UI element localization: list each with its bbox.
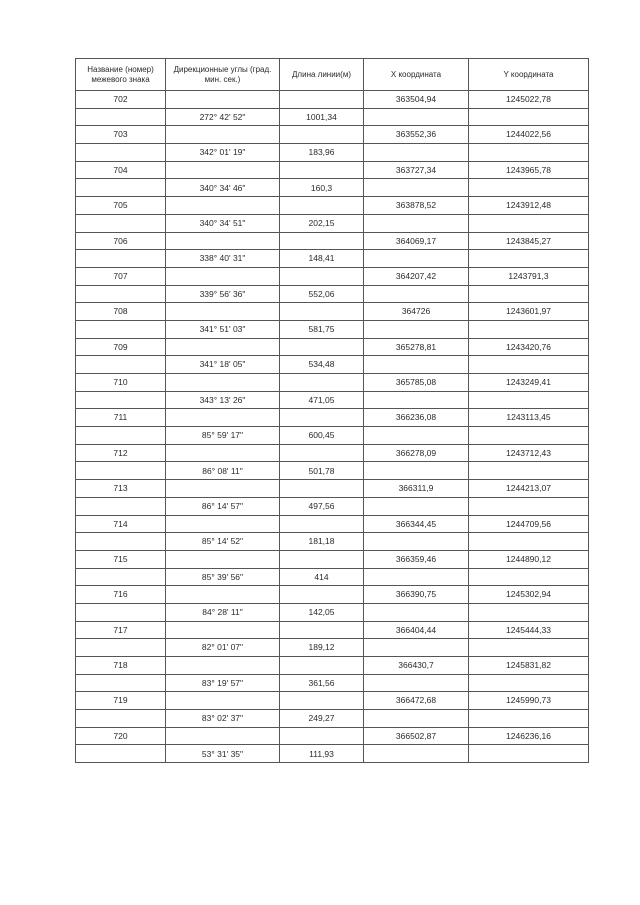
- segment-row: [76, 710, 589, 728]
- segment-length: 160,3: [280, 179, 364, 197]
- empty-cell: [76, 710, 166, 728]
- segment-length: 581,75: [280, 320, 364, 338]
- empty-cell: [469, 108, 589, 126]
- point-row: [76, 480, 589, 498]
- point-y: 1243912,48: [469, 197, 589, 215]
- segment-row: [76, 179, 589, 197]
- empty-cell: [469, 427, 589, 445]
- point-y: 1244213,07: [469, 480, 589, 498]
- boundary-coordinates-table: [75, 58, 589, 763]
- point-name: 704: [76, 161, 166, 179]
- point-y: 1245022,78: [469, 91, 589, 109]
- empty-cell: [280, 197, 364, 215]
- empty-cell: [364, 214, 469, 232]
- point-name: 715: [76, 550, 166, 568]
- empty-cell: [280, 267, 364, 285]
- empty-cell: [364, 285, 469, 303]
- segment-angle: 338° 40' 31": [166, 250, 280, 268]
- segment-row: [76, 285, 589, 303]
- segment-angle: 341° 51' 03": [166, 320, 280, 338]
- empty-cell: [76, 179, 166, 197]
- empty-cell: [469, 144, 589, 162]
- point-y: 1245302,94: [469, 586, 589, 604]
- empty-cell: [364, 745, 469, 763]
- point-x: 366311,9: [364, 480, 469, 498]
- point-name: 708: [76, 303, 166, 321]
- empty-cell: [364, 710, 469, 728]
- point-x: 364726: [364, 303, 469, 321]
- point-row: [76, 515, 589, 533]
- empty-cell: [469, 568, 589, 586]
- point-x: 366472,68: [364, 692, 469, 710]
- empty-cell: [76, 745, 166, 763]
- segment-row: [76, 568, 589, 586]
- point-x: 366359,46: [364, 550, 469, 568]
- empty-cell: [364, 427, 469, 445]
- empty-cell: [469, 533, 589, 551]
- point-name: 713: [76, 480, 166, 498]
- empty-cell: [364, 320, 469, 338]
- segment-angle: 83° 02' 37": [166, 710, 280, 728]
- segment-angle: 83° 19' 57": [166, 674, 280, 692]
- point-x: 364069,17: [364, 232, 469, 250]
- segment-row: [76, 639, 589, 657]
- point-y: 1243965,78: [469, 161, 589, 179]
- segment-row: [76, 462, 589, 480]
- empty-cell: [166, 621, 280, 639]
- segment-length: 600,45: [280, 427, 364, 445]
- empty-cell: [166, 409, 280, 427]
- empty-cell: [166, 480, 280, 498]
- empty-cell: [76, 568, 166, 586]
- table-body: [76, 91, 589, 763]
- empty-cell: [280, 586, 364, 604]
- segment-row: [76, 674, 589, 692]
- point-row: [76, 550, 589, 568]
- point-x: 366344,45: [364, 515, 469, 533]
- empty-cell: [76, 391, 166, 409]
- empty-cell: [469, 745, 589, 763]
- empty-cell: [469, 250, 589, 268]
- point-name: 719: [76, 692, 166, 710]
- point-row: [76, 232, 589, 250]
- segment-angle: 85° 59' 17": [166, 427, 280, 445]
- point-x: 363504,94: [364, 91, 469, 109]
- point-name: 706: [76, 232, 166, 250]
- empty-cell: [280, 515, 364, 533]
- segment-length: 414: [280, 568, 364, 586]
- point-y: 1243791,3: [469, 267, 589, 285]
- point-row: [76, 338, 589, 356]
- point-row: [76, 197, 589, 215]
- point-row: [76, 692, 589, 710]
- empty-cell: [280, 161, 364, 179]
- empty-cell: [166, 586, 280, 604]
- point-row: [76, 586, 589, 604]
- point-x: 366236,08: [364, 409, 469, 427]
- empty-cell: [469, 710, 589, 728]
- segment-row: [76, 320, 589, 338]
- header-x-coordinate: X координата: [364, 59, 469, 91]
- segment-length: 183,96: [280, 144, 364, 162]
- empty-cell: [280, 409, 364, 427]
- point-name: 714: [76, 515, 166, 533]
- segment-angle: 82° 01' 07": [166, 639, 280, 657]
- point-y: 1243113,45: [469, 409, 589, 427]
- point-row: [76, 621, 589, 639]
- point-x: 363878,52: [364, 197, 469, 215]
- empty-cell: [76, 320, 166, 338]
- empty-cell: [469, 497, 589, 515]
- header-line-length: Длина линии(м): [280, 59, 364, 91]
- point-y: 1244890,12: [469, 550, 589, 568]
- segment-angle: 86° 14' 57": [166, 497, 280, 515]
- empty-cell: [469, 639, 589, 657]
- empty-cell: [364, 144, 469, 162]
- point-x: 366278,09: [364, 444, 469, 462]
- empty-cell: [364, 391, 469, 409]
- empty-cell: [166, 91, 280, 109]
- empty-cell: [166, 126, 280, 144]
- empty-cell: [76, 356, 166, 374]
- empty-cell: [280, 550, 364, 568]
- empty-cell: [76, 144, 166, 162]
- segment-angle: 341° 18' 05": [166, 356, 280, 374]
- point-row: [76, 91, 589, 109]
- segment-angle: 84° 28' 11": [166, 603, 280, 621]
- segment-length: 1001,34: [280, 108, 364, 126]
- empty-cell: [76, 639, 166, 657]
- empty-cell: [166, 232, 280, 250]
- point-name: 720: [76, 727, 166, 745]
- segment-row: [76, 356, 589, 374]
- point-y: 1245444,33: [469, 621, 589, 639]
- point-y: 1245990,73: [469, 692, 589, 710]
- empty-cell: [469, 603, 589, 621]
- segment-row: [76, 214, 589, 232]
- point-y: 1243712,43: [469, 444, 589, 462]
- segment-length: 501,78: [280, 462, 364, 480]
- empty-cell: [76, 462, 166, 480]
- segment-row: [76, 391, 589, 409]
- empty-cell: [166, 197, 280, 215]
- empty-cell: [166, 161, 280, 179]
- segment-row: [76, 427, 589, 445]
- empty-cell: [469, 391, 589, 409]
- segment-row: [76, 144, 589, 162]
- point-name: 710: [76, 374, 166, 392]
- empty-cell: [280, 126, 364, 144]
- empty-cell: [166, 515, 280, 533]
- point-y: 1245831,82: [469, 657, 589, 675]
- empty-cell: [364, 497, 469, 515]
- point-x: 366404,44: [364, 621, 469, 639]
- empty-cell: [280, 232, 364, 250]
- header-mark-name: Название (номер) межевого знака: [76, 59, 166, 91]
- empty-cell: [76, 285, 166, 303]
- point-row: [76, 267, 589, 285]
- point-x: 366502,87: [364, 727, 469, 745]
- empty-cell: [280, 692, 364, 710]
- point-x: 366430,7: [364, 657, 469, 675]
- segment-row: [76, 108, 589, 126]
- empty-cell: [364, 462, 469, 480]
- segment-angle: 85° 39' 56": [166, 568, 280, 586]
- empty-cell: [166, 267, 280, 285]
- segment-angle: 86° 08' 11": [166, 462, 280, 480]
- segment-row: [76, 533, 589, 551]
- empty-cell: [280, 91, 364, 109]
- header-y-coordinate: Y координата: [469, 59, 589, 91]
- empty-cell: [280, 374, 364, 392]
- point-row: [76, 126, 589, 144]
- segment-angle: 85° 14' 52": [166, 533, 280, 551]
- point-name: 717: [76, 621, 166, 639]
- empty-cell: [280, 480, 364, 498]
- table-header-row: [76, 59, 589, 91]
- segment-row: [76, 603, 589, 621]
- point-row: [76, 727, 589, 745]
- empty-cell: [76, 674, 166, 692]
- empty-cell: [76, 533, 166, 551]
- segment-row: [76, 745, 589, 763]
- segment-angle: 340° 34' 51": [166, 214, 280, 232]
- point-y: 1246236,16: [469, 727, 589, 745]
- empty-cell: [364, 674, 469, 692]
- point-x: 365785,08: [364, 374, 469, 392]
- empty-cell: [280, 338, 364, 356]
- empty-cell: [76, 250, 166, 268]
- segment-length: 189,12: [280, 639, 364, 657]
- empty-cell: [364, 356, 469, 374]
- empty-cell: [469, 179, 589, 197]
- empty-cell: [166, 374, 280, 392]
- empty-cell: [280, 444, 364, 462]
- point-y: 1243249,41: [469, 374, 589, 392]
- point-row: [76, 303, 589, 321]
- empty-cell: [166, 444, 280, 462]
- point-name: 711: [76, 409, 166, 427]
- empty-cell: [469, 462, 589, 480]
- empty-cell: [469, 356, 589, 374]
- point-name: 716: [76, 586, 166, 604]
- segment-row: [76, 497, 589, 515]
- segment-length: 361,56: [280, 674, 364, 692]
- empty-cell: [280, 727, 364, 745]
- point-y: 1243420,76: [469, 338, 589, 356]
- empty-cell: [166, 550, 280, 568]
- empty-cell: [76, 108, 166, 126]
- point-row: [76, 444, 589, 462]
- empty-cell: [280, 621, 364, 639]
- empty-cell: [469, 285, 589, 303]
- segment-length: 471,05: [280, 391, 364, 409]
- point-name: 703: [76, 126, 166, 144]
- empty-cell: [364, 603, 469, 621]
- segment-length: 181,18: [280, 533, 364, 551]
- point-row: [76, 657, 589, 675]
- empty-cell: [280, 657, 364, 675]
- empty-cell: [469, 214, 589, 232]
- point-row: [76, 409, 589, 427]
- point-name: 705: [76, 197, 166, 215]
- empty-cell: [166, 303, 280, 321]
- segment-angle: 53° 31' 35": [166, 745, 280, 763]
- segment-length: 148,41: [280, 250, 364, 268]
- point-y: 1244022,56: [469, 126, 589, 144]
- segment-angle: 340° 34' 46": [166, 179, 280, 197]
- segment-length: 111,93: [280, 745, 364, 763]
- empty-cell: [364, 639, 469, 657]
- segment-angle: 343° 13' 26": [166, 391, 280, 409]
- point-name: 712: [76, 444, 166, 462]
- empty-cell: [76, 603, 166, 621]
- header-direction-angle: Дирекционные углы (град. мин. сек.): [166, 59, 280, 91]
- empty-cell: [469, 320, 589, 338]
- point-name: 718: [76, 657, 166, 675]
- point-x: 365278,81: [364, 338, 469, 356]
- empty-cell: [364, 250, 469, 268]
- point-row: [76, 374, 589, 392]
- segment-length: 534,48: [280, 356, 364, 374]
- empty-cell: [76, 214, 166, 232]
- point-name: 709: [76, 338, 166, 356]
- point-x: 364207,42: [364, 267, 469, 285]
- empty-cell: [166, 692, 280, 710]
- empty-cell: [469, 674, 589, 692]
- point-row: [76, 161, 589, 179]
- point-y: 1243845,27: [469, 232, 589, 250]
- segment-length: 142,05: [280, 603, 364, 621]
- empty-cell: [364, 108, 469, 126]
- empty-cell: [76, 427, 166, 445]
- empty-cell: [76, 497, 166, 515]
- point-y: 1244709,56: [469, 515, 589, 533]
- point-name: 702: [76, 91, 166, 109]
- empty-cell: [364, 568, 469, 586]
- empty-cell: [166, 338, 280, 356]
- empty-cell: [280, 303, 364, 321]
- segment-length: 497,56: [280, 497, 364, 515]
- point-name: 707: [76, 267, 166, 285]
- point-x: 363552,36: [364, 126, 469, 144]
- empty-cell: [364, 533, 469, 551]
- segment-angle: 339° 56' 36": [166, 285, 280, 303]
- segment-angle: 272° 42' 52": [166, 108, 280, 126]
- segment-length: 202,15: [280, 214, 364, 232]
- segment-length: 552,06: [280, 285, 364, 303]
- point-y: 1243601,97: [469, 303, 589, 321]
- point-x: 363727,34: [364, 161, 469, 179]
- empty-cell: [166, 727, 280, 745]
- empty-cell: [166, 657, 280, 675]
- empty-cell: [364, 179, 469, 197]
- segment-row: [76, 250, 589, 268]
- segment-angle: 342° 01' 19": [166, 144, 280, 162]
- segment-length: 249,27: [280, 710, 364, 728]
- point-x: 366390,75: [364, 586, 469, 604]
